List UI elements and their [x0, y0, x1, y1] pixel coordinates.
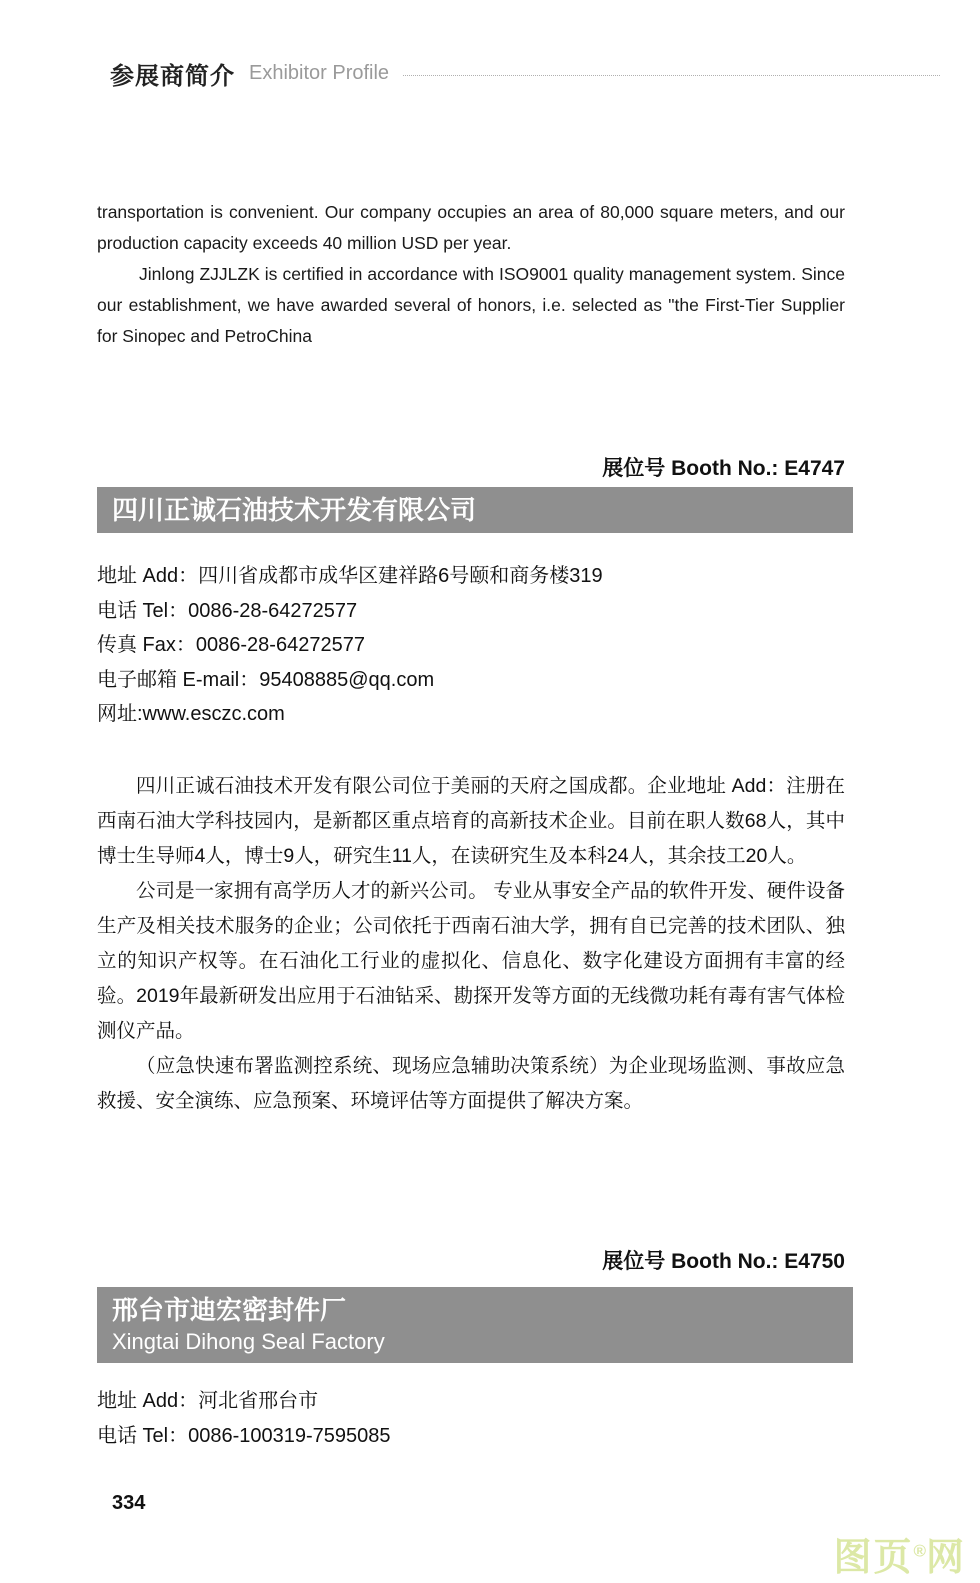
company-bar-sichuan-zhengcheng: [97, 487, 853, 533]
contact-telephone: 电话 Tel：0086-28-64272577: [97, 599, 358, 622]
tuyewang-watermark: [833, 1539, 966, 1577]
english-intro-paragraph-2: Jinlong ZJJLZK is certified in accordance with ISO9001 quality management system. Since our establishment, we have awarded several of honors, i.e. selected as "the First-Tier Supplier for Sinopec and PetroChina: [97, 264, 845, 346]
contact-block-1: [97, 559, 845, 732]
description-paragraph-2: 公司是一家拥有高学历人才的新兴公司。 专业从事安全产品的软件开发、硬件设备生产及相关技术服务的企业；公司依托于西南石油大学，拥有自已完善的技术团队、独立的知识产权等。在石油化工行业的虚拟化、信息化、数字化建设方面拥有丰富的经验。2019年最新研发出应用于石油钻采、勘探开发等方面的无线微功耗有毒有害气体检测仪产品。: [97, 880, 845, 1042]
contact-address: 地址 Add：河北省邢台市: [97, 1390, 319, 1412]
registered-trademark-icon: ®: [913, 1541, 926, 1561]
contact-block-2: [97, 1384, 845, 1453]
page-header: [110, 56, 940, 91]
page-number: 334: [112, 1492, 146, 1514]
booth-number-e4747: 展位号 Booth No.: E4747: [602, 457, 845, 480]
contact-fax: 传真 Fax：0086-28-64272577: [97, 634, 365, 656]
company-name-en: Xingtai Dihong Seal Factory: [112, 1329, 385, 1354]
header-title-en: Exhibitor Profile: [249, 62, 390, 84]
contact-telephone: 电话 Tel：0086-100319-7595085: [97, 1424, 391, 1447]
company-name-cn: 四川正诚石油技术开发有限公司: [112, 495, 477, 525]
contact-address: 地址 Add：四川省成都市成华区建祥路6号颐和商务楼319: [97, 565, 603, 587]
header-dotted-rule: [403, 75, 940, 76]
company-description: [97, 769, 845, 1119]
contact-website: 网址:www.esczc.com: [97, 703, 285, 725]
description-paragraph-1: 四川正诚石油技术开发有限公司位于美丽的天府之国成都。企业地址 Add：注册在西南石油大学科技园内，是新都区重点培育的高新技术企业。目前在职人数68人，其中博士生导师4人，博士9人，研究生11人，在读研究生及本科24人，其余技工20人。: [97, 775, 845, 867]
english-intro: [97, 197, 845, 352]
company-bar-xingtai-dihong: [97, 1287, 853, 1363]
header-title-cn: 参展商简介: [110, 63, 235, 90]
company-name-cn: 邢台市迪宏密封件厂: [112, 1295, 347, 1325]
contact-email: 电子邮箱 E-mail：95408885@qq.com: [97, 668, 435, 691]
watermark-text-right: 网: [925, 1537, 966, 1579]
watermark-text-left: 图页: [833, 1537, 914, 1579]
english-intro-paragraph-1: transportation is convenient. Our company occupies an area of 80,000 square meters, and our production capacity exceeds 40 million USD per year.: [97, 202, 845, 253]
booth-number-e4750: 展位号 Booth No.: E4750: [602, 1250, 845, 1273]
description-paragraph-3: （应急快速布署监测控系统、现场应急辅助决策系统）为企业现场监测、事故应急救援、安全演练、应急预案、环境评估等方面提供了解决方案。: [97, 1055, 845, 1112]
